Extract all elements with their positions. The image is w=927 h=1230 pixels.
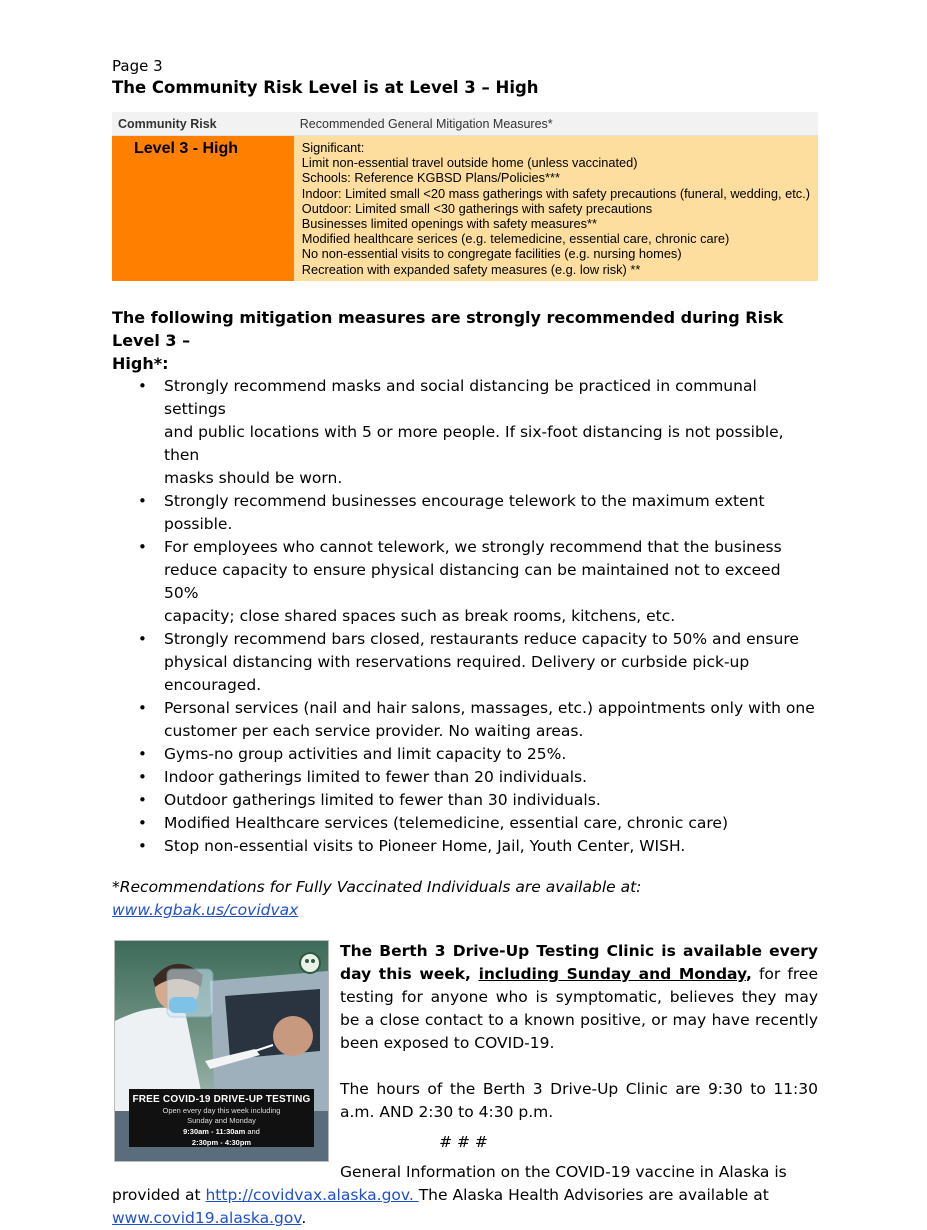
general-info-line [112, 1207, 818, 1230]
clinic-availability [340, 940, 818, 1055]
recommendation-line: reduce capacity to ensure physical distancing can be maintained not to exceed 50% [164, 560, 781, 602]
clinic-comma: , [745, 964, 752, 983]
end-mark: # # # [439, 1133, 488, 1151]
photo-caption-morning: 9:30am - 11:30am [183, 1126, 246, 1136]
risk-level-cell: Level 3 - High [112, 136, 294, 281]
recommendation-item [112, 536, 818, 628]
recommendation-item [112, 490, 818, 536]
recommendation-line: Strongly recommend masks and social distancing be practiced in communal settings [164, 376, 757, 418]
measure-line: Businesses limited openings with safety measures** [301, 216, 597, 232]
measure-line: No non-essential visits to congregate facilities (e.g. nursing homes) [301, 246, 682, 262]
measure-line: Schools: Reference KGBSD Plans/Policies*** [301, 170, 560, 186]
covid19-alaska-link[interactable]: www.covid19.alaska.gov [112, 1208, 302, 1227]
recommendations-heading-line: The following mitigation measures are strongly recommended during Risk Level 3 – [112, 307, 784, 350]
recommendation-item [112, 697, 818, 743]
measures-cell [294, 136, 818, 281]
measure-line: Modified healthcare serices (e.g. telemedicine, essential care, chronic care) [301, 231, 730, 247]
vaccinated-note [112, 876, 818, 922]
recommendation-line: For employees who cannot telework, we strongly recommend that the business [164, 537, 782, 556]
measure-line: Outdoor: Limited small <30 gatherings with safety precautions [301, 200, 653, 216]
photo-caption-line: Open every day this week including [162, 1105, 281, 1115]
measure-line: Recreation with expanded safety measures (e.g. low risk) ** [301, 261, 641, 277]
recommendation-line: Stop non-essential visits to Pioneer Home, Jail, Youth Center, WISH. [164, 836, 686, 855]
clinic-section [112, 940, 818, 1160]
measure-line: Significant: [301, 140, 365, 155]
bullet-icon: • [138, 813, 147, 832]
measure-line: Indoor: Limited small <20 mass gatherings with safety precautions (funeral, wedding, etc.) [301, 185, 810, 201]
recommendation-line: possible. [164, 514, 233, 533]
risk-level-table [112, 112, 818, 281]
photo-caption-line: Sunday and Monday [187, 1115, 256, 1125]
recommendations-heading [112, 306, 818, 375]
recommendation-item [112, 743, 818, 766]
general-info-suffix: The Alaska Health Advisories are available at [418, 1185, 769, 1204]
covidvax-link[interactable]: www.kgbak.us/covidvax [112, 900, 299, 919]
recommendation-line: masks should be worn. [164, 468, 343, 487]
bullet-icon: • [138, 790, 147, 809]
general-info-prefix: provided at [112, 1185, 206, 1204]
recommendation-item [112, 835, 818, 858]
page-title: The Community Risk Level is at Level 3 – High [112, 78, 539, 97]
photo-caption-and: and [245, 1126, 260, 1136]
bullet-icon: • [138, 836, 147, 855]
recommendation-line: Strongly recommend businesses encourage telework to the maximum extent [164, 491, 765, 510]
recommendation-item [112, 628, 818, 697]
general-info-line: General Information on the COVID-19 vaccine in Alaska is [340, 1162, 787, 1181]
bullet-icon: • [138, 376, 147, 395]
bullet-icon: • [138, 629, 147, 648]
bullet-icon: • [138, 537, 147, 556]
photo-caption-afternoon: 2:30pm - 4:30pm [191, 1137, 252, 1147]
page-number: Page 3 [112, 57, 163, 75]
general-information [112, 1161, 818, 1230]
bullet-icon: • [138, 767, 147, 786]
clinic-hours: The hours of the Berth 3 Drive-Up Clinic are 9:30 to 11:30 a.m. AND 2:30 to 4:30 p.m. [340, 1079, 818, 1121]
recommendation-line: customer per each service provider. No waiting areas. [164, 721, 584, 740]
recommendation-item [112, 789, 818, 812]
recommendation-line: encouraged. [164, 675, 262, 694]
covidvax-alaska-link[interactable]: http://covidvax.alaska.gov. [205, 1185, 419, 1204]
recommendation-line: Outdoor gatherings limited to fewer than 30 individuals. [164, 790, 601, 809]
recommendation-line: Modified Healthcare services (telemedicine, essential care, chronic care) [164, 813, 729, 832]
recommendation-line: Indoor gatherings limited to fewer than 20 individuals. [164, 767, 588, 786]
recommendation-line: Gyms-no group activities and limit capacity to 25%. [164, 744, 567, 763]
bullet-icon: • [138, 744, 147, 763]
photo-caption-title: FREE COVID-19 DRIVE-UP TESTING [132, 1093, 311, 1105]
testing-photo [114, 940, 329, 1162]
recommendation-line: Strongly recommend bars closed, restaurants reduce capacity to 50% and ensure [164, 629, 799, 648]
risk-table-header-measures: Recommended General Mitigation Measures* [294, 112, 818, 136]
measure-line: Limit non-essential travel outside home (unless vaccinated) [301, 155, 638, 171]
document-page [112, 56, 818, 1230]
clinic-days-emphasis: including Sunday and Monday [478, 964, 746, 983]
general-info-period: . [301, 1208, 307, 1227]
clinic-text [340, 940, 818, 1124]
clinic-bold-intro: The Berth 3 Drive-Up Testing Clinic is available every day this week, [340, 941, 818, 983]
bullet-icon: • [138, 698, 147, 717]
recommendation-item [112, 812, 818, 835]
recommendations-list [112, 375, 818, 858]
recommendation-line: Personal services (nail and hair salons, massages, etc.) appointments only with one [164, 698, 815, 717]
bullet-icon: • [138, 491, 147, 510]
recommendation-line: capacity; close shared spaces such as break rooms, kitchens, etc. [164, 606, 676, 625]
recommendation-line: and public locations with 5 or more people. If six-foot distancing is not possible, then [164, 422, 784, 464]
vaccinated-note-text: *Recommendations for Fully Vaccinated Individuals are available at: [112, 877, 642, 896]
recommendation-item [112, 375, 818, 490]
recommendation-item [112, 766, 818, 789]
clinic-details: for free testing for anyone who is symptomatic, believes they may be a close contact to a known positive, or may have recently been exposed to COVID-19. [340, 964, 818, 1052]
risk-table-header-community-risk: Community Risk [112, 112, 294, 136]
recommendations-heading-line: High*: [112, 353, 169, 373]
general-info-line [112, 1184, 818, 1207]
recommendation-line: physical distancing with reservations required. Delivery or curbside pick-up [164, 652, 750, 671]
